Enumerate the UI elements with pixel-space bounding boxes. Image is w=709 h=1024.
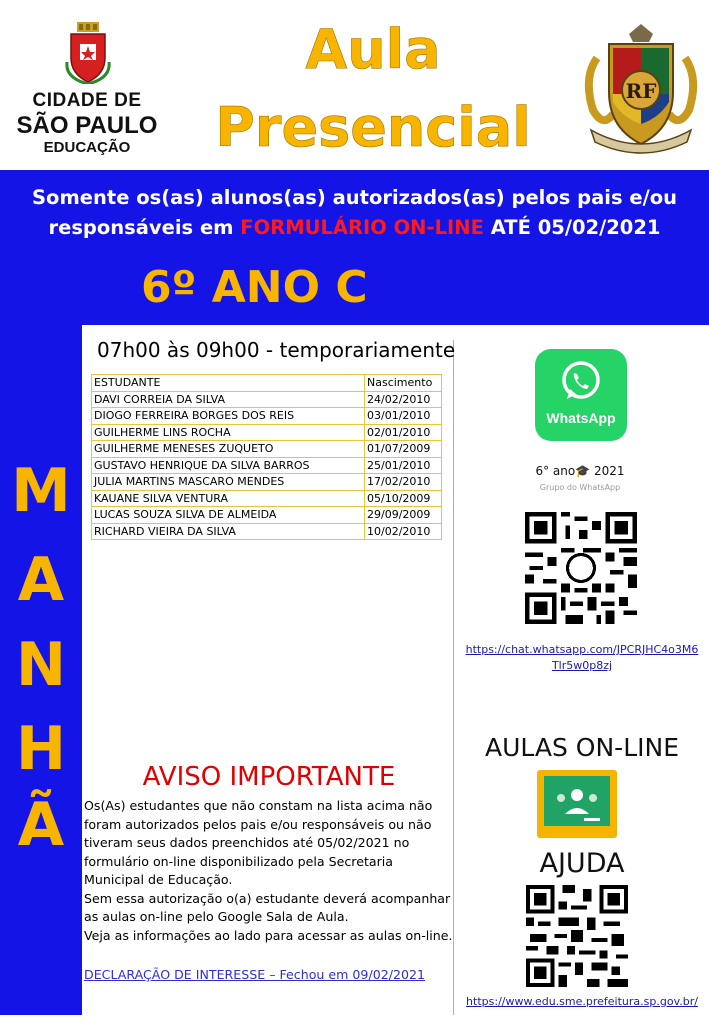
school-crest-icon (583, 18, 699, 156)
student-name: LUCAS SOUZA SILVA DE ALMEIDA (92, 507, 365, 524)
help-qr-code[interactable] (526, 885, 628, 987)
birth-date: 25/01/2010 (365, 457, 442, 474)
notice-line1: Somente os(as) alunos(as) autorizados(as) pelos pais e/ou (32, 186, 677, 209)
table-header-row (92, 375, 442, 392)
whatsapp-group-subtitle: Grupo do WhatsApp (539, 483, 621, 492)
table-row (92, 408, 442, 425)
notice-text-line: Veja as informações ao lado para acessar as aulas on-line. (84, 927, 453, 943)
authorization-notice (0, 183, 709, 243)
whatsapp-label: WhatsApp (546, 410, 616, 426)
notice-text-line: as aulas on-line pelo Google Sala de Aula. (84, 909, 349, 924)
help-site-link[interactable]: https://www.edu.sme.prefeitura.sp.gov.br/ (466, 995, 698, 1008)
student-name: GUILHERME LINS ROCHA (92, 424, 365, 441)
important-notice-title: AVISO IMPORTANTE (142, 762, 396, 792)
table-row (92, 507, 442, 524)
whatsapp-phone-icon (559, 359, 603, 403)
whatsapp-qr-code[interactable] (525, 512, 637, 624)
table-row (92, 424, 442, 441)
crest-letters: RF (625, 79, 657, 103)
important-notice-text (84, 797, 454, 945)
notice-text-line: Sem essa autorização o(a) estudante deverá acompanhar (84, 890, 451, 906)
birth-date: 17/02/2010 (365, 474, 442, 491)
notice-form-highlight: FORMULÁRIO ON-LINE (240, 216, 484, 239)
shift-letter: Ã (17, 790, 65, 860)
student-name: GUILHERME MENESES ZUQUETO (92, 441, 365, 458)
class-name: 6º ANO C (141, 262, 368, 313)
notice-line2-before: responsáveis em (48, 216, 241, 239)
whatsapp-link-line1[interactable]: https://chat.whatsapp.com/JPCRJHC4o3M6 (465, 643, 699, 656)
birth-date: 10/02/2010 (365, 523, 442, 540)
schedule-time: 07h00 às 09h00 - temporariamente (97, 338, 456, 362)
table-row (92, 474, 442, 491)
student-name: JULIA MARTINS MASCARO MENDES (92, 474, 365, 491)
whatsapp-app-icon[interactable] (535, 349, 627, 441)
birth-date: 02/01/2010 (365, 424, 442, 441)
student-name: DAVI CORREIA DA SILVA (92, 391, 365, 408)
column-header-birth: Nascimento (365, 375, 442, 392)
online-classes-title: AULAS ON-LINE (484, 733, 680, 762)
declaration-link[interactable]: DECLARAÇÃO DE INTERESSE – Fechou em 09/02/2021 (84, 967, 426, 982)
birth-date: 29/09/2009 (365, 507, 442, 524)
notice-text-line: Municipal de Educação. (84, 872, 233, 887)
notice-line2 (0, 213, 709, 243)
birth-date: 24/02/2010 (365, 391, 442, 408)
classroom-board (544, 776, 610, 826)
notice-text-line: formulário on-line disponibilizado pela Secretaria (84, 853, 393, 869)
city-name-line3: EDUCAÇÃO (43, 139, 131, 156)
shift-letter: A (17, 545, 65, 615)
table-row (92, 391, 442, 408)
whatsapp-group-name: 6° ano🎓 2021 (535, 464, 625, 478)
student-name: RICHARD VIEIRA DA SILVA (92, 523, 365, 540)
whatsapp-group-link[interactable] (462, 642, 702, 674)
student-name: KAUANE SILVA VENTURA (92, 490, 365, 507)
birth-date: 01/07/2009 (365, 441, 442, 458)
notice-line2-after: ATÉ 05/02/2021 (483, 216, 661, 239)
city-name-line2: SÃO PAULO (16, 112, 158, 139)
google-classroom-icon[interactable] (537, 770, 617, 838)
table-row (92, 441, 442, 458)
birth-date: 05/10/2009 (365, 490, 442, 507)
shift-letter: H (15, 714, 67, 784)
city-name-line1: CIDADE DE (32, 90, 142, 111)
page-title-line2: Presencial (215, 96, 531, 159)
help-title: AJUDA (539, 848, 625, 879)
student-name: DIOGO FERREIRA BORGES DOS REIS (92, 408, 365, 425)
birth-date: 03/01/2010 (365, 408, 442, 425)
classroom-people-icon (544, 776, 610, 826)
table-row (92, 457, 442, 474)
table-row (92, 523, 442, 540)
notice-text-line: Os(As) estudantes que não constam na lista acima não (84, 798, 433, 813)
whatsapp-link-line2[interactable]: Tlr5w0p8zj (551, 659, 613, 672)
shift-letter: N (15, 630, 67, 700)
page-title-line1: Aula (305, 18, 441, 81)
student-name: GUSTAVO HENRIQUE DA SILVA BARROS (92, 457, 365, 474)
notice-text-line: foram autorizados pelos pais e/ou responsáveis ou não (84, 816, 432, 832)
notice-text-line: tiveram seus dados preenchidos até 05/02/2021 no (84, 835, 410, 850)
column-header-student: ESTUDANTE (92, 375, 365, 392)
shift-letter: M (11, 456, 71, 526)
student-table (91, 374, 442, 540)
table-row (92, 490, 442, 507)
